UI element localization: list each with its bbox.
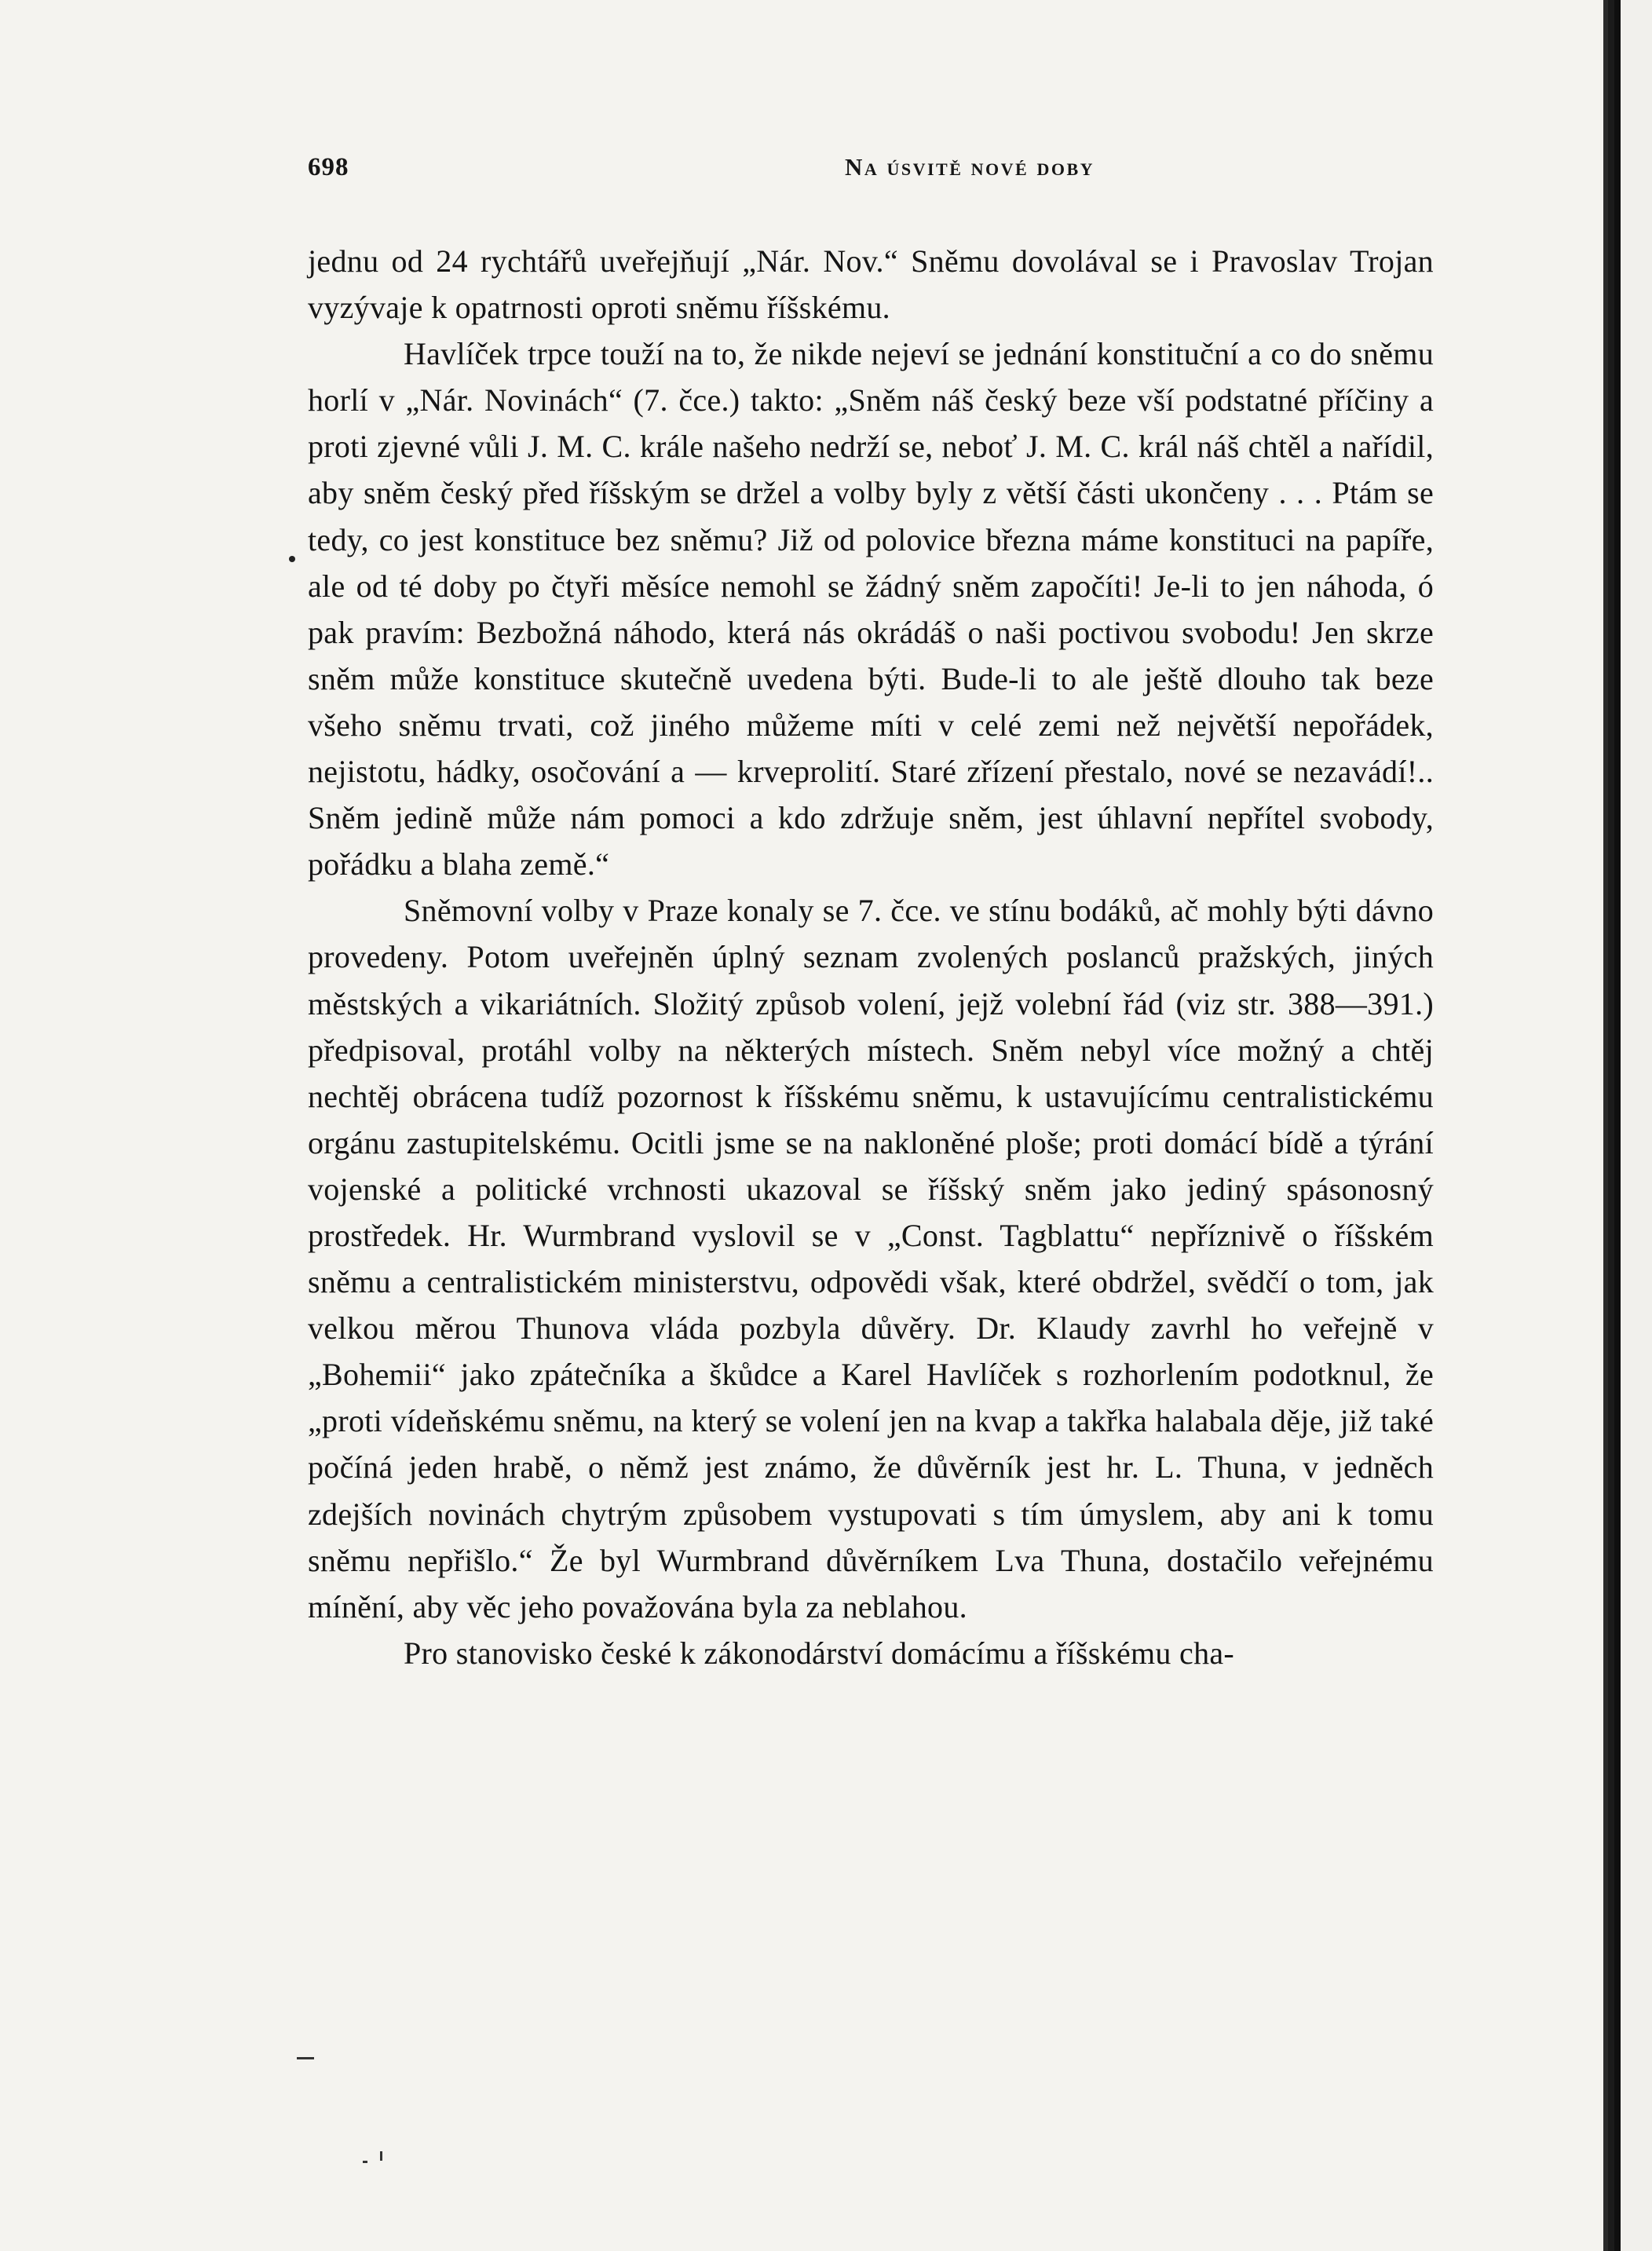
paragraph-havlicek: Havlíček trpce touží na to, že nikde nejeví se jednání konstituční a co do sněmu horlí v „Nár. Novinách“ (7. čce.) takto: „Sněm náš český beze vší podstatné příčiny a proti zjevné vůli J. M. C. krále našeho nedrží se, neboť J. M. C. král náš chtěl a nařídil, aby sněm český před říšským se držel a volby byly z větší části ukončeny . . . Ptám se tedy, co jest konstituce bez sněmu? Již od polovice března máme konstituci na papíře, ale od té doby po čtyři měsíce nemohl se žádný sněm započíti! Je-li to jen náhoda, ó pak pravím: Bezbožná náhodo, která nás okrádáš o naši poctivou svobodu! Jen skrze sněm může konstituce skutečně uvedena býti. Bude-li to ale ještě dlouho tak beze všeho sněmu trvati, což jiného můžeme míti v celé zemi než největší nepořádek, nejistotu, hádky, osočování a — krveprolití. Staré zřízení přestalo, nové se nezavádí!.. Sněm jedině může nám pomoci a kdo zdržuje sněm, jest úhlavní nepřítel svobody, pořádku a blaha země.“ <box>308 336 1434 882</box>
paragraph-volby: Sněmovní volby v Praze konaly se 7. čce. ve stínu bodáků, ač mohly býti dávno provedeny. Potom uveřejněn úplný seznam zvolených poslanců pražských, jiných městských a vikariátních. Složitý způsob volení, jejž volební řád (viz str. 388—391.) předpisoval, protáhl volby na některých místech. Sněm nebyl více možný a chtěj nechtěj obrácena tudíž pozornost k říšskému sněmu, k ustavujícímu centralistickému orgánu zastupitelskému. Ocitli jsme se na nakloněné ploše; proti domácí bídě a týrání vojenské a politické vrchnosti ukazoval se říšský sněm jako jediný spásonosný prostředek. Hr. Wurmbrand vyslovil se v „Const. Tagblattu“ nepříznivě o říšském sněmu a centralistickém ministerstvu, odpovědi však, které obdržel, svědčí o tom, jak velkou měrou Thunova vláda pozbyla důvěry. Dr. Klaudy zavrhl ho veřejně v „Bohemii“ jako zpátečníka a škůdce a Karel Havlíček s rozhorlením podotknul, že „proti vídeňskému sněmu, na který se volení jen na kvap a takřka halabala děje, již také počíná jeden hrabě, o němž jest známo, že důvěrník jest hr. L. Thuna, v jedněch zdejších novinách chytrým způsobem vystupovati s tím úmyslem, aby ani k tomu sněmu nepřišlo.“ Že byl Wurmbrand důvěrníkem Lva Thuna, dostačilo veřejnému mínění, aby věc jeho považována byla za neblahou. <box>308 893 1434 1624</box>
scan-speck <box>363 2161 367 2163</box>
page-number: 698 <box>308 153 349 181</box>
page-header <box>308 153 1451 191</box>
body-text <box>308 238 1434 1676</box>
scan-speck <box>380 2151 382 2161</box>
paragraph-stanovisko: Pro stanovisko české k zákonodárství domácímu a říšskému cha- <box>404 1635 1235 1671</box>
running-title: Na úsvitě nové doby <box>844 153 1095 181</box>
paragraph-continuation: jednu od 24 rychtářů uveřejňují „Nár. Nov.“ Sněmu dovolával se i Pravoslav Trojan vyzývaje k opatrnosti oproti sněmu říšskému. <box>308 243 1434 326</box>
margin-dot <box>289 556 295 562</box>
book-spine <box>1614 0 1652 2251</box>
scan-speck <box>297 2057 314 2059</box>
